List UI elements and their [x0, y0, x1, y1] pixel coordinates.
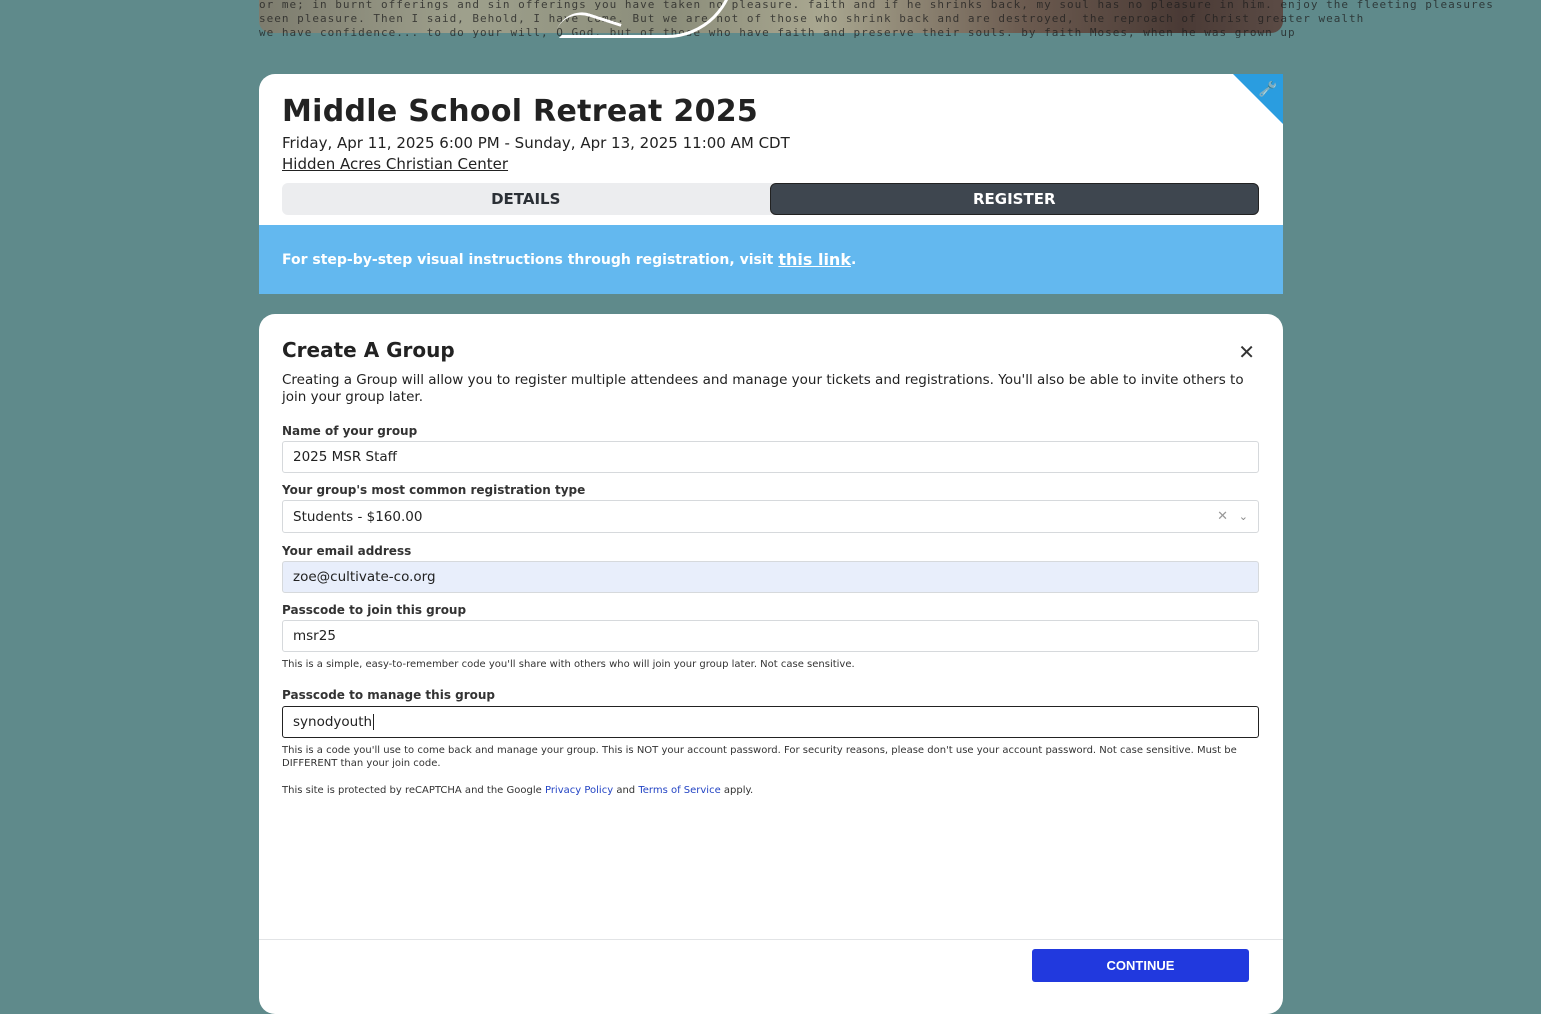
event-tabs: [282, 183, 1259, 215]
group-name-input[interactable]: [282, 441, 1259, 473]
manage-passcode-value: synodyouth: [293, 714, 373, 730]
join-passcode-help: This is a simple, easy-to-remember code you'll share with others who will join your group later. Not case sensitive.: [282, 659, 855, 670]
instructions-link[interactable]: this link: [778, 250, 851, 269]
manage-passcode-help: This is a code you'll use to come back and manage your group. This is NOT your account password. For security reasons, please don't use your account password. Not case sensitive. Must be DIFFERENT than your join code.: [282, 745, 1237, 769]
clear-selection-icon[interactable]: ✕: [1217, 509, 1228, 524]
banner-text-line: seen pleasure. Then I said, Behold, I have come. But we are not of those who shrink back and are destroyed, the reproach of Christ greater wealth: [259, 12, 1365, 25]
event-venue-link[interactable]: Hidden Acres Christian Center: [282, 155, 509, 173]
text-caret: [373, 714, 374, 730]
join-passcode-label: Passcode to join this group: [282, 603, 467, 617]
continue-button[interactable]: CONTINUE: [1032, 949, 1249, 982]
instructions-period: .: [850, 251, 857, 268]
event-banner-image: [259, 0, 1494, 39]
recaptcha-prefix: This site is protected by reCAPTCHA and the Google: [282, 785, 542, 796]
privacy-policy-link[interactable]: Privacy Policy: [544, 785, 614, 796]
terms-of-service-link[interactable]: Terms of Service: [638, 785, 721, 796]
instructions-text: For step-by-step visual instructions through registration, visit: [282, 251, 774, 268]
recaptcha-and: and: [616, 785, 636, 796]
instructions-banner: [259, 225, 1283, 294]
form-title: Create A Group: [282, 338, 455, 362]
banner-text-line: we have confidence... to do your will, O God. but of those who have faith and preserve their souls. by faith Moses, when he was grown up: [259, 26, 1296, 39]
join-passcode-value: msr25: [293, 628, 336, 644]
registration-type-label: Your group's most common registration type: [282, 483, 586, 497]
recaptcha-notice: [282, 784, 1262, 797]
registration-type-select[interactable]: [282, 500, 1259, 533]
email-label: Your email address: [282, 544, 412, 558]
form-description: Creating a Group will allow you to register multiple attendees and manage your tickets and registrations. You'll also be able to invite others to join your group later.: [282, 372, 1244, 405]
tab-register[interactable]: REGISTER: [770, 183, 1260, 215]
tab-details[interactable]: DETAILS: [491, 190, 561, 208]
footer-divider: [259, 939, 1283, 940]
email-field[interactable]: [282, 561, 1259, 593]
event-title: Middle School Retreat 2025: [282, 94, 759, 129]
email-value: zoe@cultivate-co.org: [293, 569, 436, 585]
recaptcha-suffix: apply.: [723, 785, 754, 796]
manage-passcode-label: Passcode to manage this group: [282, 688, 496, 702]
close-icon[interactable]: ✕: [1238, 340, 1255, 364]
chevron-down-icon[interactable]: ⌄: [1238, 510, 1248, 523]
banner-scripture-text: [259, 0, 1494, 40]
registration-type-value: Students - $160.00: [293, 508, 423, 525]
group-name-label: Name of your group: [282, 424, 418, 438]
create-group-card: [259, 314, 1283, 1014]
event-card: [259, 74, 1283, 294]
join-passcode-input[interactable]: [282, 620, 1259, 652]
wrench-icon[interactable]: 🔧: [1258, 79, 1277, 99]
banner-text-line: or me; in burnt offerings and sin offerings you have taken no pleasure. faith and if he shrinks back, my soul has no pleasure in him. enjoy the fleeting pleasures: [259, 0, 1494, 11]
event-dates: Friday, Apr 11, 2025 6:00 PM - Sunday, Apr 13, 2025 11:00 AM CDT: [282, 134, 790, 152]
group-name-value: 2025 MSR Staff: [293, 449, 397, 465]
manage-passcode-input[interactable]: [282, 706, 1259, 738]
